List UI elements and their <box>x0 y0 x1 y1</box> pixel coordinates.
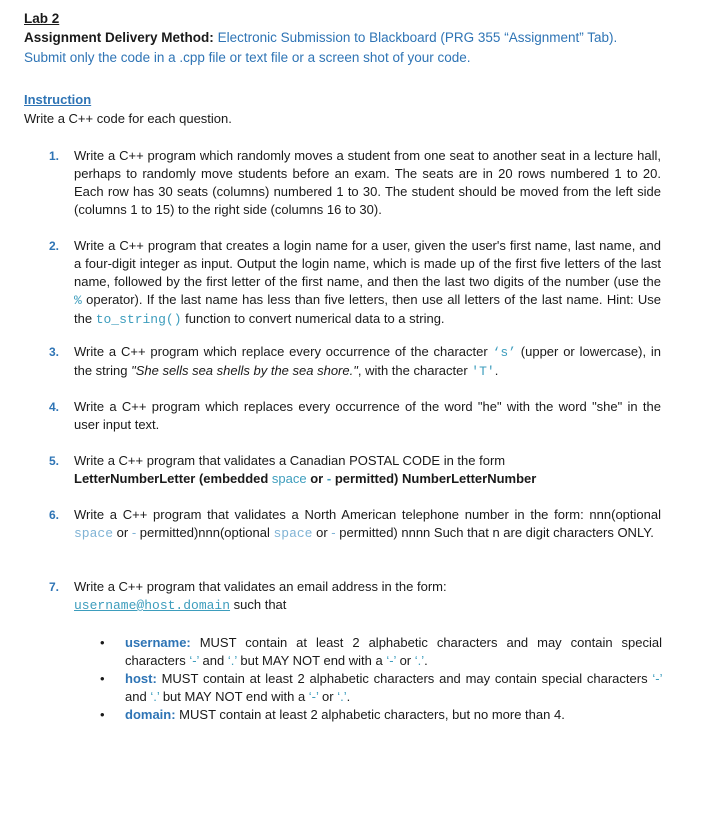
text-part: or <box>113 525 132 540</box>
char-token: ‘-’ <box>386 653 396 668</box>
instruction-text: Write a C++ code for each question. <box>24 111 232 126</box>
space-token: space <box>273 526 313 541</box>
question-number: 2. <box>49 239 60 253</box>
question-text <box>74 237 661 329</box>
text-part: and <box>125 689 151 704</box>
question-1 <box>49 147 661 219</box>
question-text <box>74 452 661 488</box>
text-part: Write a C++ program that validates an email address in the form: <box>74 579 447 594</box>
rule-label: username: <box>125 635 191 650</box>
question-number: 7. <box>49 580 60 594</box>
text-part: . <box>494 363 499 378</box>
char-token: ‘.’ <box>337 689 347 704</box>
space-token: space <box>74 526 114 541</box>
text-part: MUST contain at least 2 alphabetic characters and may contain special characters <box>125 635 662 668</box>
text-part: such that <box>230 597 287 612</box>
bullet-icon: • <box>100 707 105 722</box>
dash-token: - <box>331 525 336 540</box>
delivery-value: Electronic Submission to Blackboard (PRG 355 “Assignment” Tab). <box>217 30 618 45</box>
rule-domain <box>100 706 662 724</box>
char-token: ‘-’ <box>652 671 662 686</box>
text-part: function to convert numerical data to a string. <box>181 311 445 326</box>
text-part: MUST contain at least 2 alphabetic characters and may contain special characters <box>156 671 653 686</box>
text-part: permitted)nnn(optional <box>136 525 274 540</box>
char-token: ‘-’ <box>189 653 199 668</box>
text-part: but MAY NOT end with a <box>236 653 387 668</box>
question-text: Write a C++ program which replaces every occurrence of the word "he" with the word "she" in the user input text. <box>74 399 661 432</box>
question-text <box>74 578 661 615</box>
instruction-heading: Instruction <box>24 92 92 107</box>
text-part: or <box>318 689 338 704</box>
text-part: LetterNumberLetter (embedded <box>74 471 272 486</box>
question-number: 1. <box>49 149 60 163</box>
rule-label: host: <box>125 671 157 686</box>
char-t: 'T' <box>471 364 495 379</box>
email-format: username@host.domain <box>74 598 231 613</box>
question-text <box>74 506 661 543</box>
rule-label: domain: <box>125 707 176 722</box>
code-function: to_string() <box>95 312 182 327</box>
bullet-icon: • <box>100 635 105 650</box>
text-part: . <box>346 689 351 704</box>
text-part: but MAY NOT end with a <box>159 689 309 704</box>
dash-token: - <box>326 471 332 486</box>
rule-host <box>100 670 662 706</box>
bullet-icon: • <box>100 671 105 686</box>
question-2 <box>49 237 661 329</box>
question-7 <box>49 578 661 615</box>
postal-format <box>74 470 661 488</box>
char-token: ‘.’ <box>150 689 160 704</box>
question-number: 4. <box>49 400 60 414</box>
space-token: space <box>271 471 307 486</box>
question-text <box>74 343 661 381</box>
question-number: 3. <box>49 345 60 359</box>
text-part: and <box>198 653 228 668</box>
text-part: Write a C++ program which replace every occurrence of the character <box>74 344 493 359</box>
text-part: , with the character <box>357 363 472 378</box>
text-part: Write a C++ program that validates a North American telephone number in the form: nnn(optional <box>74 507 661 522</box>
delivery-line <box>24 30 617 45</box>
email-format-line <box>74 596 661 615</box>
question-text: Write a C++ program which randomly moves a student from one seat to another seat in a lecture hall, perhaps to randomly move students before an exam. The seats are in 20 rows numbered 1 to 20. Each row has 30 seats (columns) numbered 1 to 30. The student should be moved from the left side (columns 1 to 15) to the right side (columns 16 to 30). <box>74 148 661 217</box>
text-part: Write a C++ program that creates a login name for a user, given the user's first name, last name, and a four-digit integer as input. Output the login name, which is made up of the first five letters of the last name, followed by the first letter of the first name, and then the last two digits of the number (use the <box>74 238 661 289</box>
text-part: or <box>312 525 332 540</box>
email-rules-list <box>100 634 662 724</box>
question-number: 6. <box>49 508 60 522</box>
lab-title: Lab 2 <box>24 11 60 26</box>
char-token: ‘-’ <box>308 689 319 704</box>
question-4 <box>49 398 661 434</box>
dash-token: - <box>131 525 137 540</box>
char-token: ‘.’ <box>227 653 237 668</box>
quoted-string: "She sells sea shells by the sea shore." <box>131 363 358 378</box>
text-part: operator). If the last name has less than five letters, then use all letters of the last name. Hint: Use the <box>74 292 661 326</box>
char-s: ‘s’ <box>492 345 516 360</box>
text-part: or <box>395 653 415 668</box>
text-part: permitted) nnnn Such that n are digit characters ONLY. <box>335 525 654 540</box>
question-number: 5. <box>49 454 60 468</box>
code-operator: % <box>74 293 82 308</box>
text-part: . <box>424 653 428 668</box>
char-token: ‘.’ <box>414 653 425 668</box>
question-3 <box>49 343 661 381</box>
text-part: or <box>306 471 327 486</box>
question-6 <box>49 506 661 543</box>
question-5 <box>49 452 661 488</box>
text-part: (upper or lowercase), in the string <box>74 344 662 378</box>
text-part: permitted) NumberLetterNumber <box>331 471 537 486</box>
rule-username <box>100 634 662 670</box>
text-part: Write a C++ program that validates a Canadian POSTAL CODE in the form <box>74 453 506 468</box>
delivery-label: Assignment Delivery Method: <box>24 30 214 45</box>
text-part: MUST contain at least 2 alphabetic characters, but no more than 4. <box>175 707 565 722</box>
submit-note: Submit only the code in a .cpp file or text file or a screen shot of your code. <box>24 50 471 65</box>
